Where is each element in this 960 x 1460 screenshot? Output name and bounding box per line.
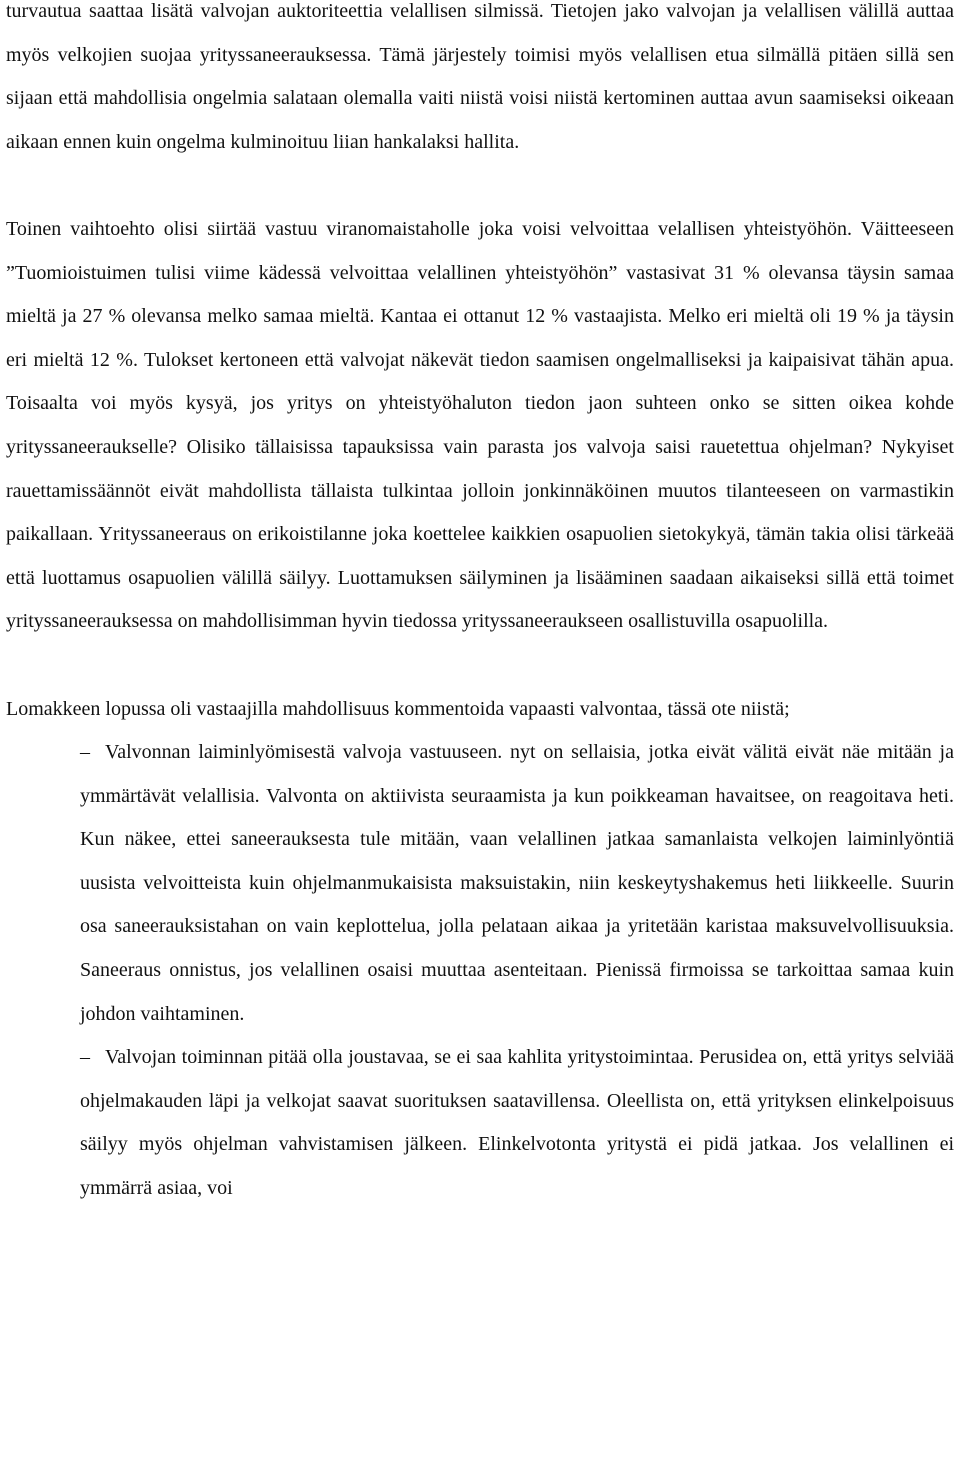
quote-item [6, 1036, 954, 1210]
quote-text: Valvonnan laiminlyömisestä valvoja vastuuseen. nyt on sellaisia, jotka eivät välitä eivät näe mitään ja ymmärtävät velallisia. Valvonta on aktiivista seuraamista ja kun poikkeaman havaitsee, on reagoitava heti. Kun näkee, ettei saneerauksesta tule mitään, vaan velallinen jatkaa samanlaista velkojen laiminlyöntiä uusista velvoitteista kuin ohjelmanmukaisista maksuistakin, niin keskeytyshakemus heti liikkeelle. Suurin osa saneerauksistahan on vain keplottelua, jolla pelataan aikaa ja yritetään karistaa maksuvelvollisuuksia. Saneeraus onnistus, jos velallinen osaisi muuttaa asenteitaan. Pienissä firmoissa se tarkoittaa samaa kuin johdon vaihtaminen. [80, 741, 954, 1025]
paragraph-debtor-cooperation: turvautua saattaa lisätä valvojan auktoriteettia velallisen silmissä. Tietojen jako valvojan ja velallisen välillä auttaa myös velkojien suojaa yrityssaneerauksessa. Tämä järjestely toimisi myös velallisen etua silmällä pitäen sillä sen sijaan että mahdollisia ongelmia salataan olemalla vaiti niistä voisi niistä kertominen auttaa avun saamiseksi oikeaan aikaan ennen kuin ongelma kulminoituu liian hankalaksi hallita. [6, 0, 954, 153]
paragraph-comments-intro: Lomakkeen lopussa oli vastaajilla mahdollisuus kommentoida vapaasti valvontaa, tässä ote niistä; [6, 697, 790, 720]
dash-marker: – [80, 741, 90, 764]
paragraph-authority-alternative: Toinen vaihtoehto olisi siirtää vastuu viranomaistaholle joka voisi velvoittaa velallisen yhteistyöhön. Väitteeseen ”Tuomioistuimen tulisi viime kädessä velvoittaa velallinen yhteistyöhön” vastasivat 31 % olevansa täysin samaa mieltä ja 27 % olevansa melko samaa mieltä. Kantaa ei ottanut 12 % vastaajista. Melko eri mieltä oli 19 % ja täysin eri mieltä 12 %. Tulokset kertoneen että valvojat näkevät tiedon saamisen ongelmalliseksi ja kaipaisivat tähän apua. Toisaalta voi myös kysyä, jos yritys on yhteistyöhaluton tiedon jaon suhteen onko se sitten oikea kohde yrityssaneeraukselle? Olisiko tällaisissa tapauksissa vain parasta jos valvoja saisi rauetettua ohjelman? Nykyiset rauettamissäännöt eivät mahdollista tällaista tulkintaa jolloin jonkinnäköinen muutos tilanteeseen on varmastikin paikallaan. Yrityssaneeraus on erikoistilanne joka koettelee kaikkien osapuolien sietokykyä, tämän takia olisi tärkeää että luottamus osapuolien välillä säilyy. Luottamuksen säilyminen ja lisääminen saadaan aikaiseksi sillä että toimet yrityssaneerauksessa on mahdollisimman hyvin tiedossa yrityssaneeraukseen osallistuvilla osapuolilla. [6, 217, 954, 633]
dash-marker: – [80, 1046, 90, 1069]
quote-item [6, 731, 954, 1036]
quote-text: Valvojan toiminnan pitää olla joustavaa, se ei saa kahlita yritystoimintaa. Perusidea on, että yritys selviää ohjelmakauden läpi ja velkojat saavat suorituksen saatavillensa. Oleellista on, että yrityksen elinkelpoisuus säilyy myös ohjelman vahvistamisen jälkeen. Elinkelvotonta yritystä ei pidä jatkaa. Jos velallinen ei ymmärrä asiaa, voi [80, 1046, 954, 1200]
document-page [6, 0, 954, 1211]
